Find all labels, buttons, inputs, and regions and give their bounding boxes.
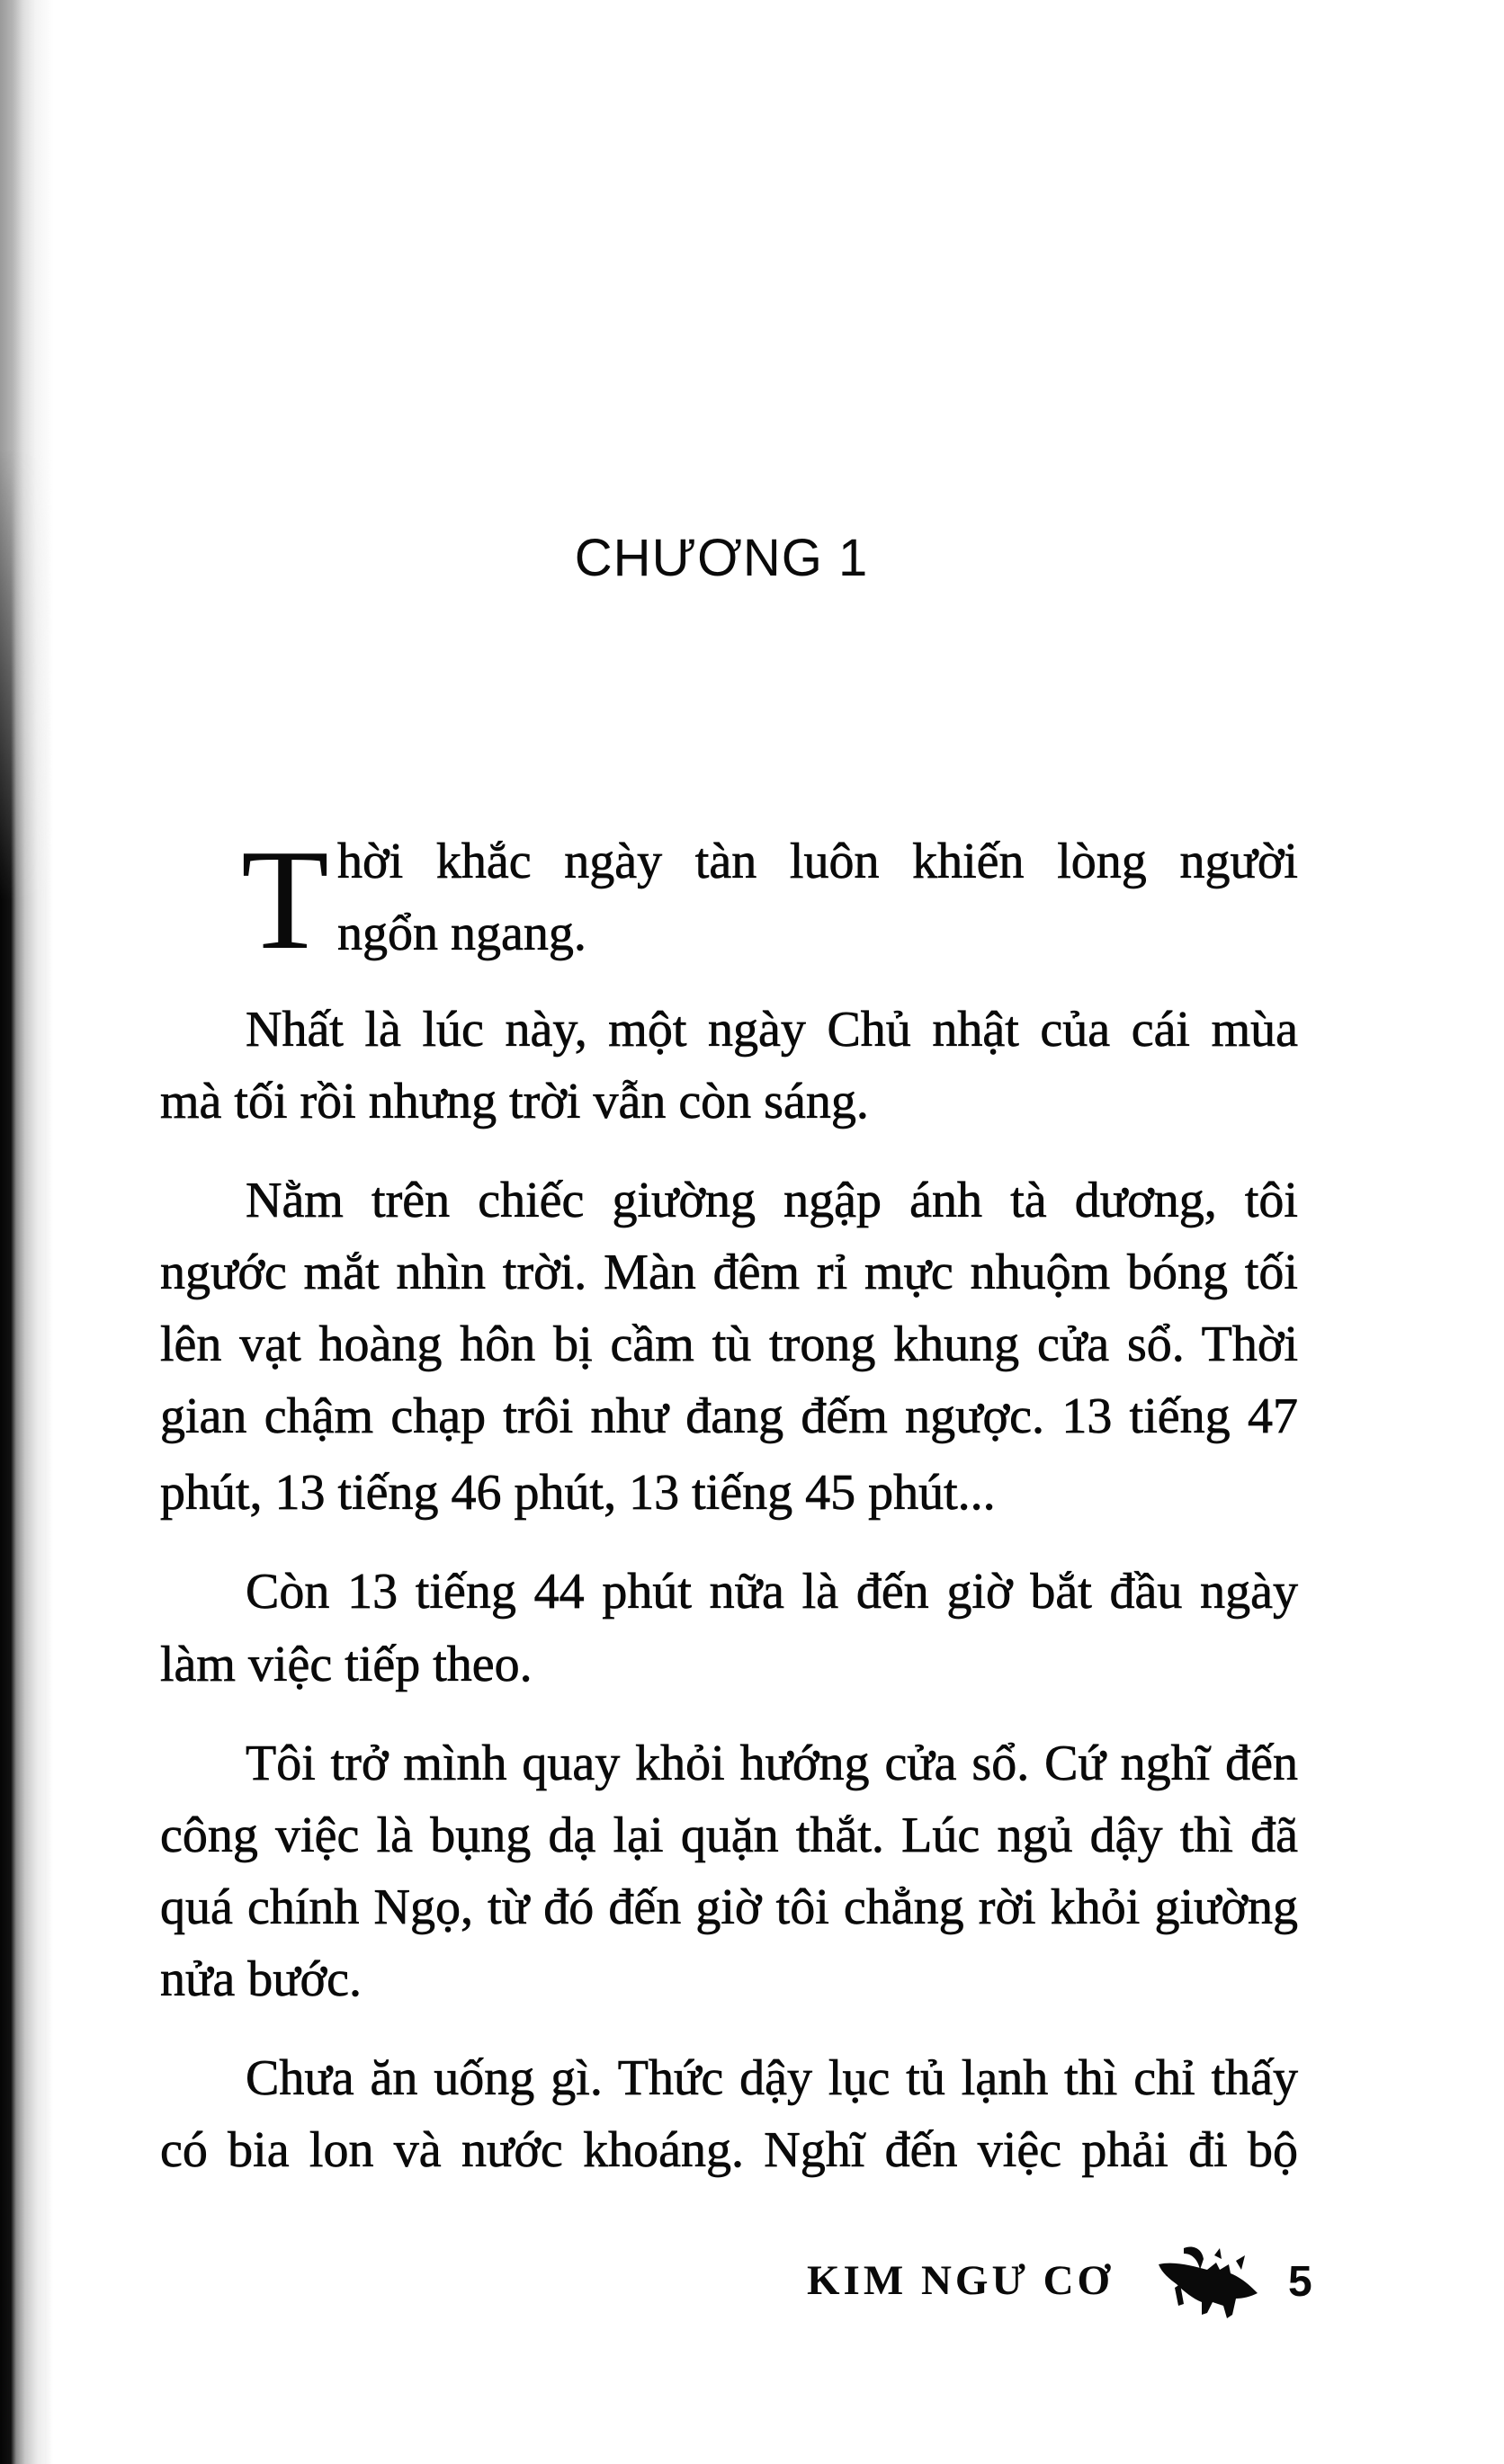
paragraph-3-line-3: lên vạt hoàng hôn bị cầm tù trong khung cửa sổ. Thời xyxy=(160,1317,1298,1372)
paragraph-1-line-2: ngổn ngang. xyxy=(337,906,586,961)
paragraph-5-line-2: công việc là bụng dạ lại quặn thắt. Lúc ngủ dậy thì đã xyxy=(160,1808,1298,1863)
drop-cap: T xyxy=(241,819,329,979)
paragraph-3-line-4: gian chậm chạp trôi như đang đếm ngược. 13 tiếng 47 xyxy=(160,1388,1298,1444)
paragraph-5-line-3: quá chính Ngọ, từ đó đến giờ tôi chẳng rời khỏi giường xyxy=(160,1879,1298,1935)
paragraph-1-line-1: hời khắc ngày tàn luôn khiến lòng người xyxy=(337,834,1298,889)
paragraph-4-line-1: Còn 13 tiếng 44 phút nữa là đến giờ bắt đầu ngày xyxy=(246,1564,1298,1620)
chapter-title: CHƯƠNG 1 xyxy=(574,529,869,587)
page-number: 5 xyxy=(1288,2258,1312,2306)
paragraph-5-line-1: Tôi trở mình quay khỏi hướng cửa sổ. Cứ nghĩ đến xyxy=(246,1736,1298,1791)
running-title: KIM NGƯ CƠ xyxy=(807,2257,1115,2304)
book-gutter-shadow xyxy=(0,450,63,2464)
capricorn-icon xyxy=(1157,2243,1263,2324)
paragraph-2-line-2: mà tối rồi nhưng trời vẫn còn sáng. xyxy=(160,1074,869,1129)
paragraph-6-line-1: Chưa ăn uống gì. Thức dậy lục tủ lạnh thì chỉ thấy xyxy=(246,2050,1298,2106)
paragraph-6-line-2: có bia lon và nước khoáng. Nghĩ đến việc phải đi bộ xyxy=(160,2122,1298,2178)
paragraph-3-line-2: ngước mắt nhìn trời. Màn đêm rỉ mực nhuộm bóng tối xyxy=(160,1245,1298,1300)
paragraph-2-line-1: Nhất là lúc này, một ngày Chủ nhật của cái mùa xyxy=(246,1002,1298,1058)
paragraph-3-line-5: phút, 13 tiếng 46 phút, 13 tiếng 45 phút... xyxy=(160,1465,996,1521)
paragraph-3-line-1: Nằm trên chiếc giường ngập ánh tà dương, tôi xyxy=(246,1173,1298,1228)
paragraph-5-line-4: nửa bước. xyxy=(160,1951,363,2007)
paragraph-4-line-2: làm việc tiếp theo. xyxy=(160,1637,533,1692)
